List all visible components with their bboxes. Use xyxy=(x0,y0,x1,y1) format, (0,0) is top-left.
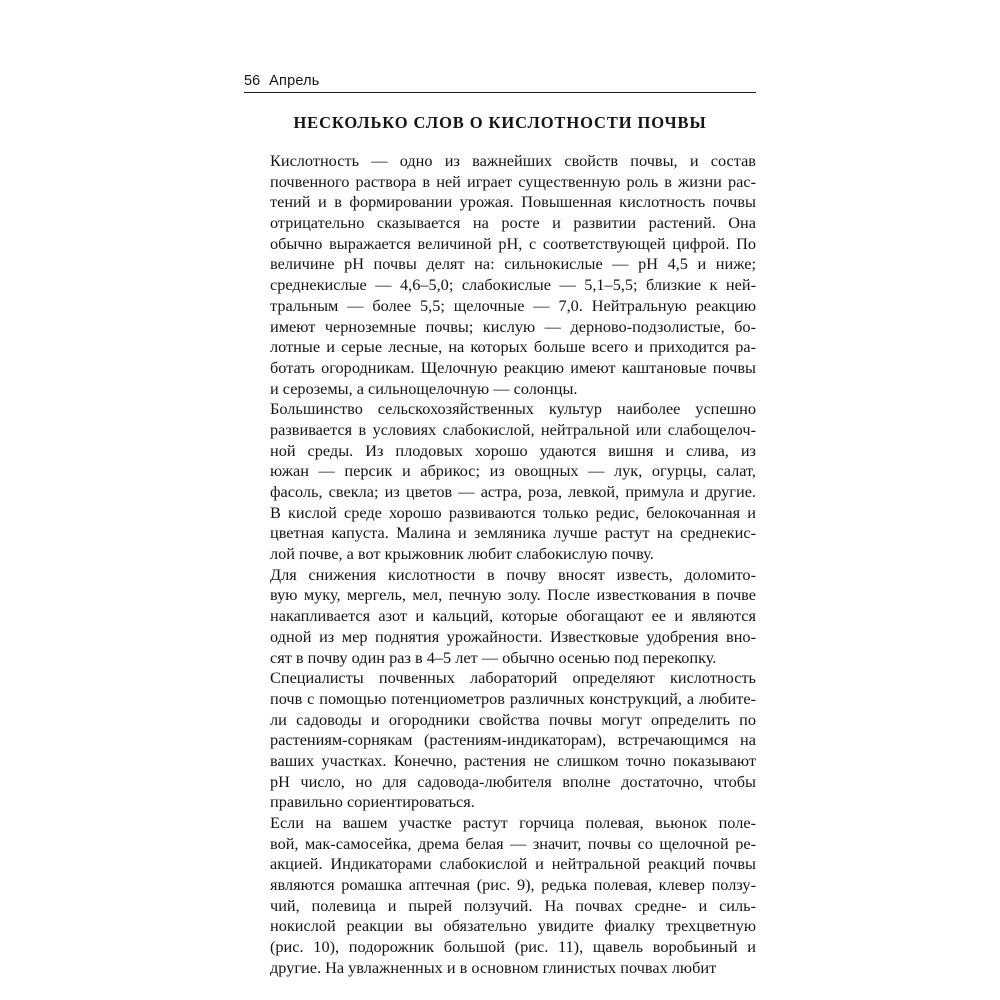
text-line: среднекислые — 4,6–5,0; слабокислые — 5,1–5,5; близкие к ней- xyxy=(270,275,756,295)
text-line: другие. На увлажненных и в основном глинистых почвах любит xyxy=(270,957,717,977)
text-line: Кислотность — одно из важнейших свойств почвы, и состав xyxy=(270,151,756,170)
text-line: тральным — более 5,5; щелочные — 7,0. Нейтральную реакцию xyxy=(270,295,756,315)
article-title: НЕСКОЛЬКО СЛОВ О КИСЛОТНОСТИ ПОЧВЫ xyxy=(293,113,707,132)
text-line: имеют черноземные почвы; кислую — дерново-подзолистые, бо- xyxy=(270,316,756,336)
text-line: нокислой реакции вы обязательно увидите фиалку трехцветную xyxy=(270,916,756,936)
text-line: сят в почву один раз в 4–5 лет — обычно осенью под перекопку. xyxy=(270,647,717,667)
text-line: ли садоводы и огородники свойства почвы могут определить по xyxy=(270,709,756,729)
text-line: накапливается азот и кальций, которые обогащают ее и являются xyxy=(270,606,756,626)
paragraph xyxy=(244,813,756,979)
text-line: отрицательно сказывается на росте и развитии растений. Она xyxy=(270,213,756,233)
text-line: ной среды. Из плодовых хорошо удаются вишня и слива, из xyxy=(270,440,756,460)
paragraph xyxy=(244,151,756,399)
text-line: ваших участках. Конечно, растения не слишком точно показывают xyxy=(270,750,756,770)
text-line: вую муку, мергель, мел, печную золу. После известкования в почве xyxy=(270,585,756,605)
text-line: тений и в формировании урожая. Повышенная кислотность почвы xyxy=(270,192,756,212)
text-line: обычно выражается величиной pH, с соответствующей цифрой. По xyxy=(270,233,756,253)
text-line: акцией. Индикаторами слабокислой и нейтральной реакций почвы xyxy=(270,854,756,874)
running-head xyxy=(244,72,756,93)
article-body xyxy=(244,151,756,979)
text-line: фасоль, свекла; из цветов — астра, роза, левкой, примула и другие. xyxy=(270,482,756,501)
text-line: почв с помощью потенциометров различных конструкций, а любите- xyxy=(270,688,756,708)
text-line: развивается в условиях слабокислой, нейтральной или слабощелоч- xyxy=(270,419,756,439)
text-line: и сероземы, а сильнощелочную — солонцы. xyxy=(270,378,578,398)
text-line: pH число, но для садовода-любителя вполне достаточно, чтобы xyxy=(270,771,756,791)
text-line: южан — персик и абрикос; из овощных — лук, огурцы, салат, xyxy=(270,461,756,481)
text-line: вой, мак-самосейка, дрема белая — значит, почвы со щелочной ре- xyxy=(270,833,756,853)
text-line: одной из мер поднятия урожайности. Известковые удобрения вно- xyxy=(270,626,756,646)
text-line: Специалисты почвенных лабораторий определяют кислотность xyxy=(270,668,756,688)
book-page xyxy=(244,72,756,979)
text-line: лой почве, а вот крыжовник любит слабокислую почву. xyxy=(270,544,654,564)
text-line: величине pH почвы делят на: сильнокислые — pH 4,5 и ниже; xyxy=(270,254,756,274)
text-line: цветная капуста. Малина и земляника лучше растут на среднекис- xyxy=(270,523,756,543)
chapter-title: Апрель xyxy=(269,73,320,89)
paragraph xyxy=(244,668,756,813)
text-line: являются ромашка аптечная (рис. 9), редька полевая, клевер ползу- xyxy=(270,875,756,895)
text-line: правильно сориентироваться. xyxy=(270,792,475,812)
text-line: В кислой среде хорошо развиваются только редис, белокочанная и xyxy=(270,502,756,522)
text-line: почвенного раствора в ней играет существенную роль в жизни рас- xyxy=(270,171,756,191)
text-line: Для снижения кислотности в почву вносят известь, доломито- xyxy=(270,564,756,584)
text-line: растениям-сорнякам (растениям-индикаторам), встречающимся на xyxy=(270,730,756,750)
page-number: 56 xyxy=(244,73,261,89)
text-line: чий, полевица и пырей ползучий. На почвах средне- и силь- xyxy=(270,895,756,915)
text-line: лотные и серые лесные, на которых больше всего и приходится ра- xyxy=(270,337,756,357)
text-line: Если на вашем участке растут горчица полевая, вьюнок поле- xyxy=(270,813,756,832)
text-line: (рис. 10), подорожник большой (рис. 11), щавель воробьиный и xyxy=(270,937,756,957)
paragraph xyxy=(244,399,756,565)
paragraph xyxy=(244,565,756,668)
text-line: ботать огородникам. Щелочную реакцию имеют каштановые почвы xyxy=(270,357,756,377)
text-line: Большинство сельскохозяйственных культур наиболее успешно xyxy=(270,399,756,419)
